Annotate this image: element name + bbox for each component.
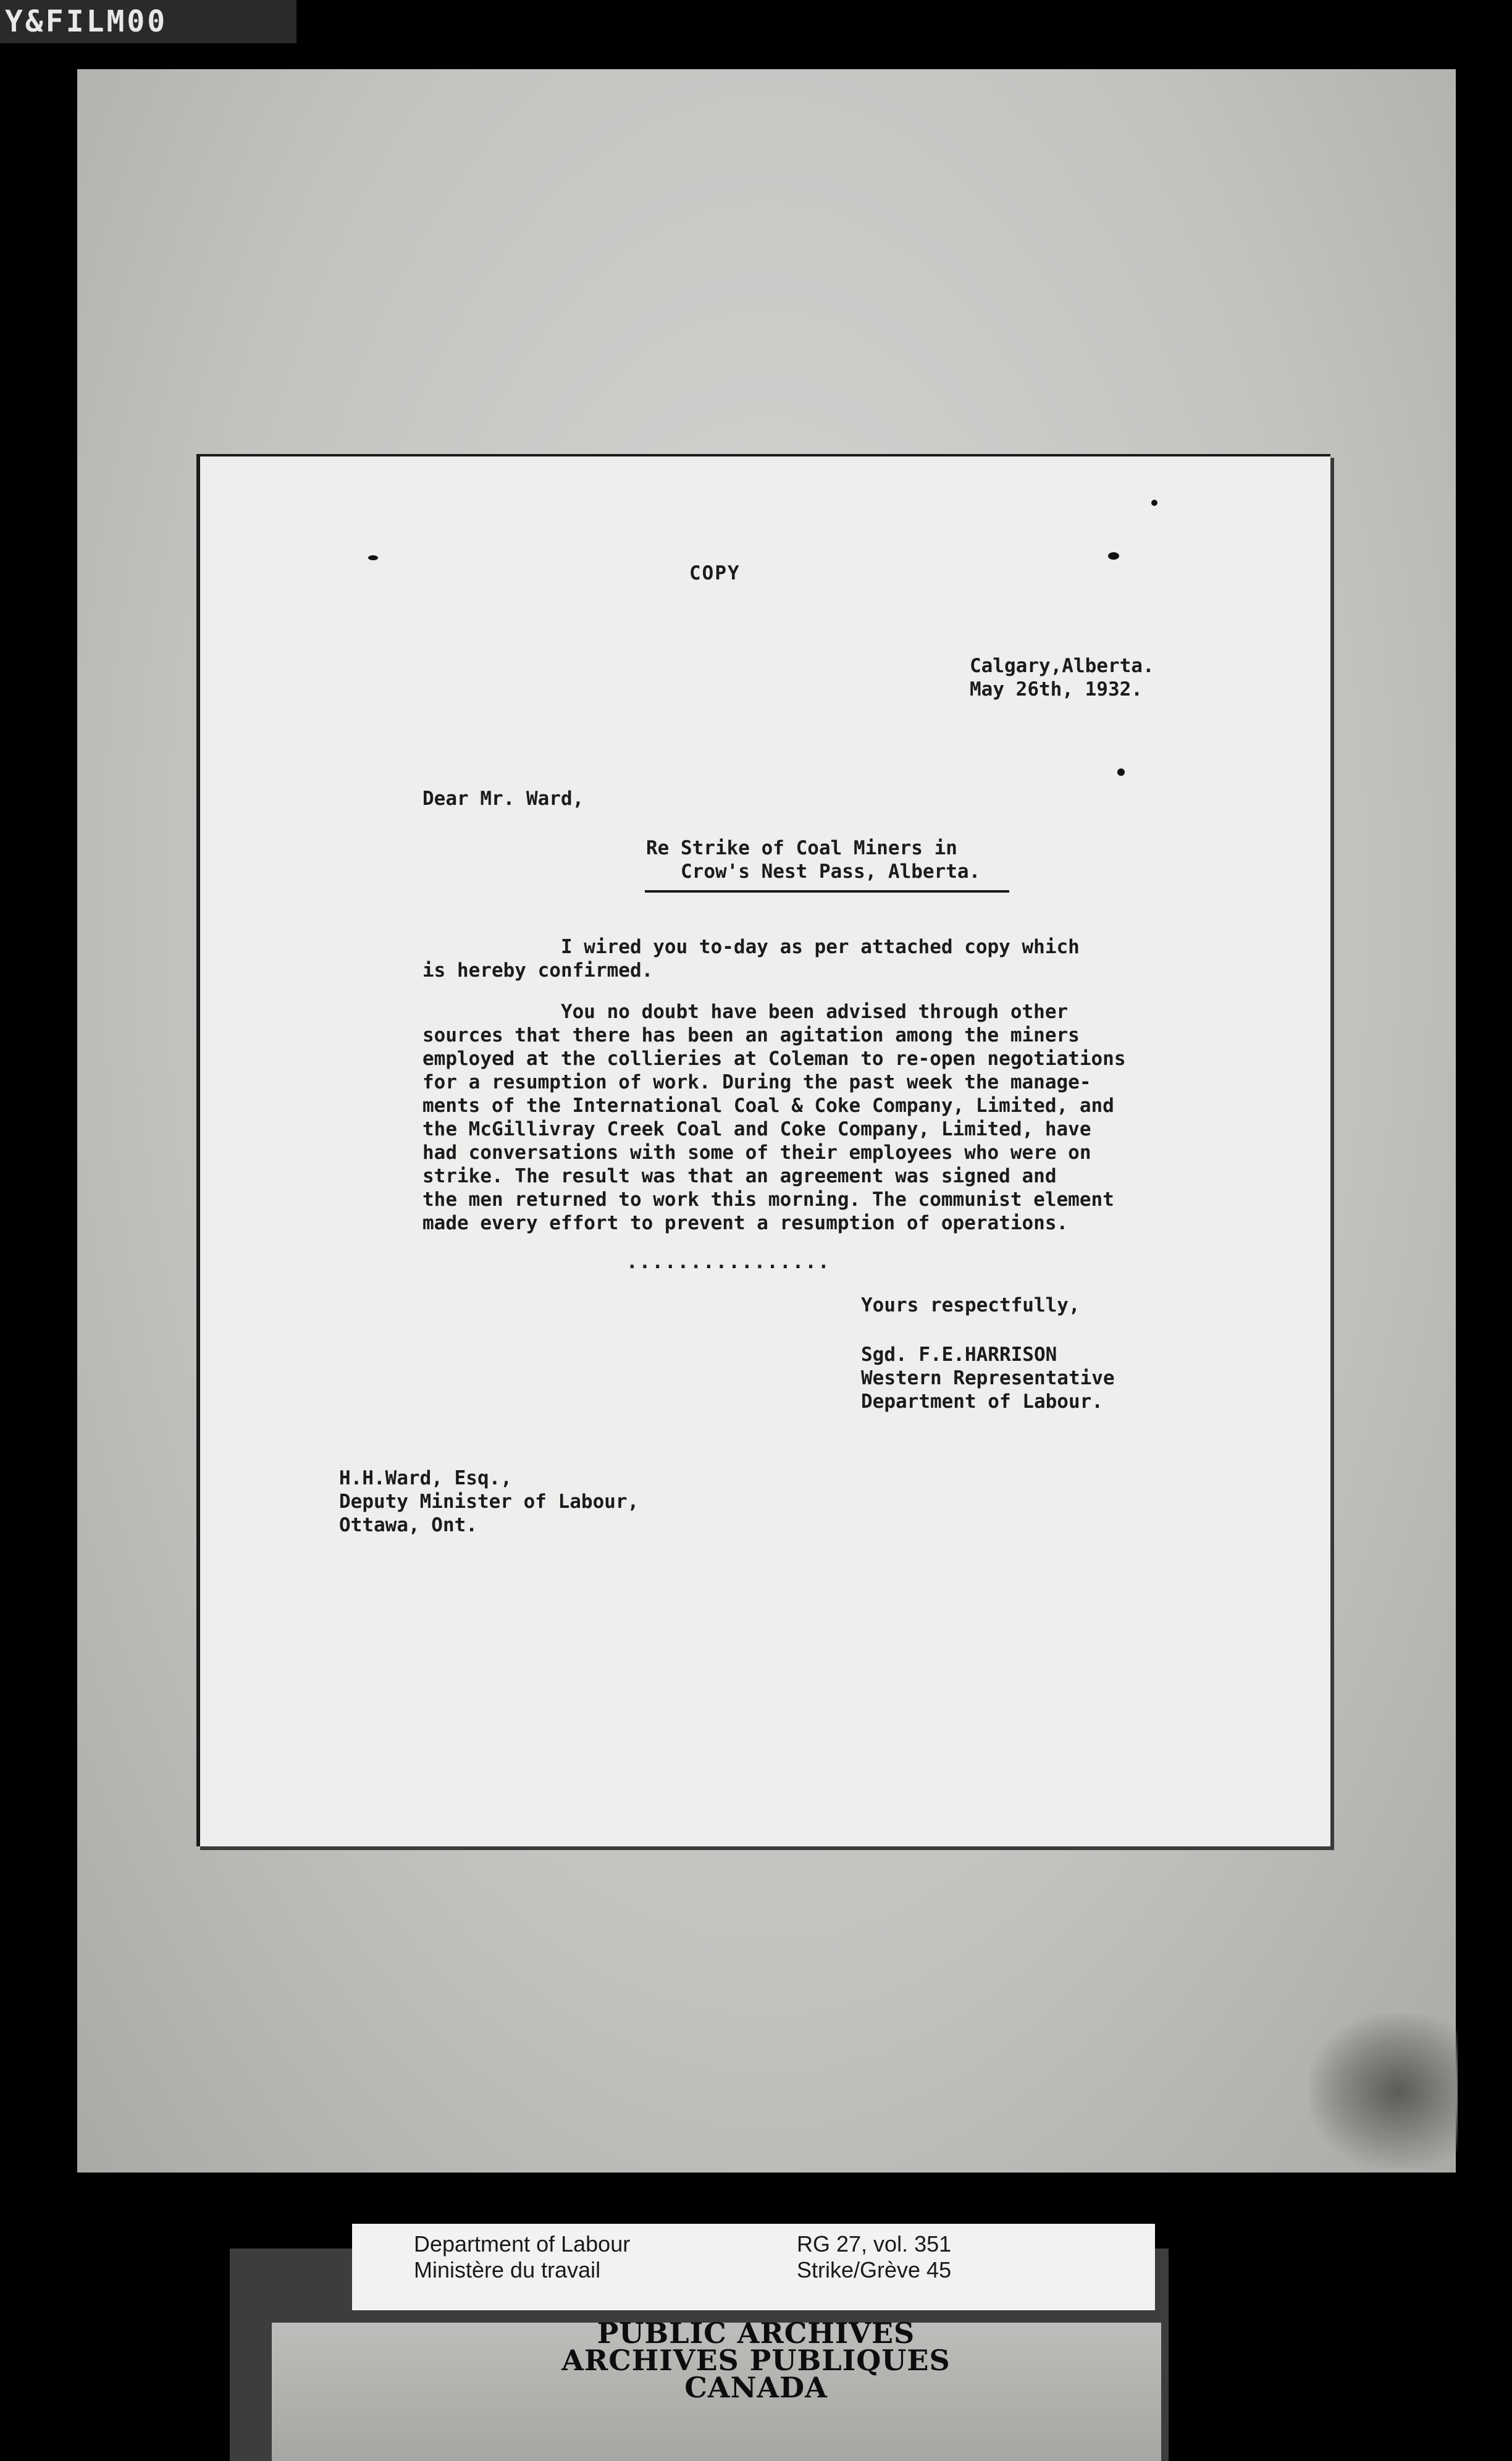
place-date-block	[970, 654, 1154, 701]
subject-underline	[645, 890, 1009, 893]
signer-title: Western Representative	[861, 1367, 1115, 1389]
closing: Yours respectfully,	[861, 1294, 1080, 1316]
text-line: for a resumption of work. During the past week the manage-	[422, 1071, 1091, 1093]
speck-mark	[368, 555, 378, 560]
addressee-name: H.H.Ward, Esq.,	[339, 1467, 512, 1489]
paragraph-2	[422, 1000, 1125, 1235]
stamp-line: ARCHIVES PUBLIQUES	[561, 2344, 951, 2377]
addressee-title: Deputy Minister of Labour,	[339, 1491, 639, 1513]
record-group: RG 27, vol. 351	[797, 2231, 952, 2257]
text-line: the men returned to work this morning. The communist element	[422, 1188, 1114, 1211]
signer-name: Sgd. F.E.HARRISON	[861, 1344, 1057, 1366]
subject-line: Crow's Nest Pass, Alberta.	[681, 860, 981, 883]
dotted-separator: ................	[626, 1251, 831, 1273]
department-label	[414, 2231, 630, 2283]
stamp-line: CANADA	[684, 2371, 828, 2404]
speck-mark	[1151, 500, 1157, 506]
stamp-line: PUBLIC ARCHIVES	[597, 2316, 915, 2350]
text-line: strike. The result was that an agreement was signed and	[422, 1165, 1057, 1187]
subject-line: Re Strike of Coal Miners in	[646, 837, 957, 859]
addressee-city: Ottawa, Ont.	[339, 1514, 477, 1536]
speck-mark	[1108, 552, 1119, 560]
text-line: I wired you to-day as per attached copy which	[422, 936, 1080, 958]
film-tag: Y&FILM00	[0, 0, 296, 43]
signature-block	[861, 1343, 1115, 1413]
reference-label	[797, 2231, 951, 2283]
strike-number: Strike/Grève 45	[797, 2257, 952, 2282]
stain-mark	[1309, 2014, 1458, 2168]
text-line: You no doubt have been advised through other	[422, 1001, 1069, 1023]
subject-block	[646, 836, 980, 883]
text-line: sources that there has been an agitation among the miners	[422, 1024, 1080, 1046]
department-en: Department of Labour	[414, 2231, 631, 2257]
date: May 26th, 1932.	[970, 678, 1143, 700]
text-line: had conversations with some of their employees who were on	[422, 1142, 1091, 1164]
text-line: made every effort to prevent a resumption of operations.	[422, 1212, 1069, 1234]
copy-heading: COPY	[689, 562, 741, 584]
salutation: Dear Mr. Ward,	[422, 788, 584, 810]
text-line: employed at the collieries at Coleman to re-open negotiations	[422, 1048, 1126, 1070]
addressee-block	[339, 1466, 639, 1537]
letter-sheet	[196, 454, 1330, 1846]
department-fr: Ministère du travail	[414, 2257, 601, 2282]
text-line: ments of the International Coal & Coke Company, Limited, and	[422, 1095, 1114, 1117]
paragraph-1	[422, 935, 1080, 982]
speck-mark	[1117, 768, 1125, 776]
signer-department: Department of Labour.	[861, 1390, 1103, 1413]
archive-label	[352, 2224, 1155, 2310]
place: Calgary,Alberta.	[970, 655, 1154, 677]
text-line: is hereby confirmed.	[422, 959, 653, 982]
text-line: the McGillivray Creek Coal and Coke Company, Limited, have	[422, 1118, 1091, 1140]
archive-stamp	[0, 2316, 1512, 2404]
